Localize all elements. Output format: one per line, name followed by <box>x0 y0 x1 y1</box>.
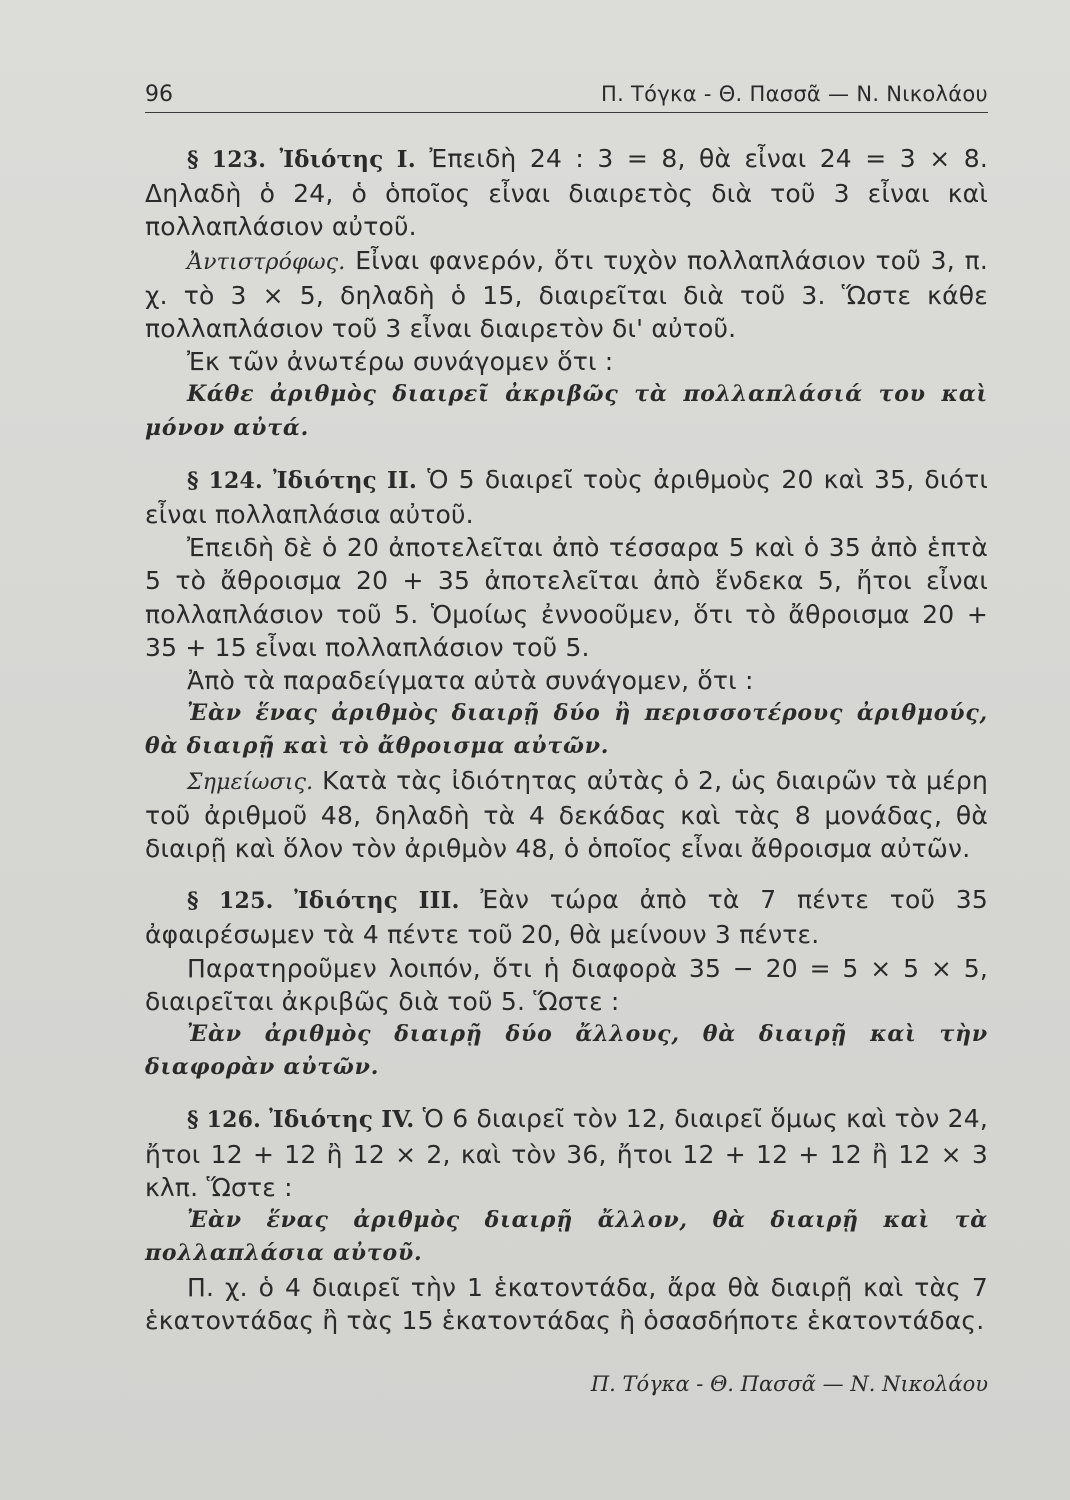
section-number: § 123. <box>187 147 267 173</box>
section-126-lead <box>145 1102 988 1204</box>
note-label: Σημείωσις. <box>187 769 314 795</box>
property-title: Ἰδιότης Ι. <box>279 146 416 173</box>
section-124-conclude: Ἀπὸ τὰ παραδείγματα αὐτὰ συνάγομεν, ὅτι : <box>187 666 754 696</box>
property-title: Ἰδιότης ΙΙΙ. <box>294 887 460 915</box>
section-125-rule: Ἐὰν ἀριθμὸς διαιρῇ δύο ἄλλους, θὰ διαιρῇ καὶ τὴν διαφορὰν αὐτῶν. <box>145 1021 988 1081</box>
property-title: Ἰδιότης ΙΙ. <box>272 466 418 494</box>
section-124-note <box>145 764 988 866</box>
section-number: § 125. <box>187 888 274 915</box>
paragraph-text: Ἐπειδὴ 24 : 3 = 8, θὰ εἶναι 24 = 3 × 8. Δηλαδὴ ὁ 24, ὁ ὁποῖος εἶναι διαιρετὸς διὰ τοῦ 3 εἶναι καὶ πολλαπλάσιον αὐτοῦ. <box>145 144 988 242</box>
paragraph-text: Εἶναι φανερόν, ὅτι τυχὸν πολλαπλάσιον τοῦ 3, π. χ. τὸ 3 × 5, δηλαδὴ ὁ 15, διαιρεῖται διὰ τοῦ 3. Ὥστε κάθε πολλαπλάσιον τοῦ 3 εἶναι διαιρετὸν δι' αὐτοῦ. <box>145 245 988 344</box>
section-124-rule: Ἐὰν ἕνας ἀριθμὸς διαιρῇ δύο ἢ περισσοτέρους ἀριθμούς, θὰ διαιρῇ καὶ τὸ ἄθροισμα αὐτῶν. <box>145 700 988 760</box>
section-125-lead <box>145 883 988 951</box>
paragraph-text: Ὁ 5 διαιρεῖ τοὺς ἀριθμοὺς 20 καὶ 35, διότι εἶναι πολλαπλάσια αὐτοῦ. <box>145 464 988 530</box>
section-123-rule: Κάθε ἀριθμὸς διαιρεῖ ἀκριβῶς τὰ πολλαπλάσιά του καὶ μόνον αὐτά. <box>145 381 988 441</box>
section-124-lead <box>145 463 988 531</box>
paragraph-text: Ἐὰν τώρα ἀπὸ τὰ 7 πέντε τοῦ 35 ἀφαιρέσωμεν τὰ 4 πέντε τοῦ 20, θὰ μείνουν 3 πέντε. <box>145 885 988 950</box>
section-125-paragraph: Παρατηροῦμεν λοιπόν, ὅτι ἡ διαφορὰ 35 − 20 = 5 × 5 × 5, διαιρεῖται ἀκριβῶς διὰ τοῦ 5. Ὥστε : <box>145 953 988 1016</box>
converse-label: Ἀντιστρόφως. <box>187 249 346 275</box>
paragraph-text: Κατὰ τὰς ἰδιότητας αὐτὰς ὁ 2, ὡς διαιρῶν τὰ μέρη τοῦ ἀριθμοῦ 48, δηλαδὴ τὰ 4 δεκάδας καὶ τὰς 8 μονάδας, θὰ διαιρῇ καὶ ὅλον τὸν ἀριθμὸν 48, ὁ ὁποῖος εἶναι ἄθροισμα αὐτῶν. <box>145 765 988 864</box>
section-123-conclude: Ἐκ τῶν ἀνωτέρω συνάγομεν ὅτι : <box>187 347 614 377</box>
page-number: 96 <box>145 82 173 107</box>
section-126-rule: Ἐὰν ἕνας ἀριθμὸς διαιρῇ ἄλλον, θὰ διαιρῇ καὶ τὰ πολλαπλάσια αὐτοῦ. <box>145 1207 988 1267</box>
property-title: Ἰδιότης IV. <box>269 1106 415 1134</box>
section-number: § 126. <box>187 1107 261 1134</box>
section-126-example: Π. χ. ὁ 4 διαιρεῖ τὴν 1 ἑκατοντάδα, ἄρα θὰ διαιρῇ καὶ τὰς 7 ἑκατοντάδας ἢ τὰς 15 ἑκατοντάδας ἢ ὁσασδήποτε ἑκατοντάδας. <box>145 1272 988 1335</box>
section-number: § 124. <box>187 467 263 494</box>
running-title: Π. Τόγκα - Θ. Πασσᾶ — Ν. Νικολάου <box>601 82 988 106</box>
section-123-converse <box>145 244 988 346</box>
section-124-paragraph: Ἐπειδὴ δὲ ὁ 20 ἀποτελεῖται ἀπὸ τέσσαρα 5 καὶ ὁ 35 ἀπὸ ἑπτὰ 5 τὸ ἄθροισμα 20 + 35 ἀποτελεῖται ἀπὸ ἕνδεκα 5, ἤτοι εἶναι πολλαπλάσιον τοῦ 5. Ὁμοίως ἐννοοῦμεν, ὅτι τὸ ἄθροισμα 20 + 35 + 15 εἶναι πολλαπλάσιον τοῦ 5. <box>145 533 988 662</box>
paragraph-text: Ὁ 6 διαιρεῖ τὸν 12, διαιρεῖ ὅμως καὶ τὸν 24, ἤτοι 12 + 12 ἢ 12 × 2, καὶ τὸν 36, ἤτοι 12 + 12 + 12 ἢ 12 × 3 κλπ. Ὥστε : <box>145 1104 989 1202</box>
page-header <box>145 82 988 113</box>
footer-signature: Π. Τόγκα - Θ. Πασσᾶ — Ν. Νικολάου <box>590 1372 988 1396</box>
section-123-lead <box>145 142 988 244</box>
page-body <box>145 142 988 1337</box>
